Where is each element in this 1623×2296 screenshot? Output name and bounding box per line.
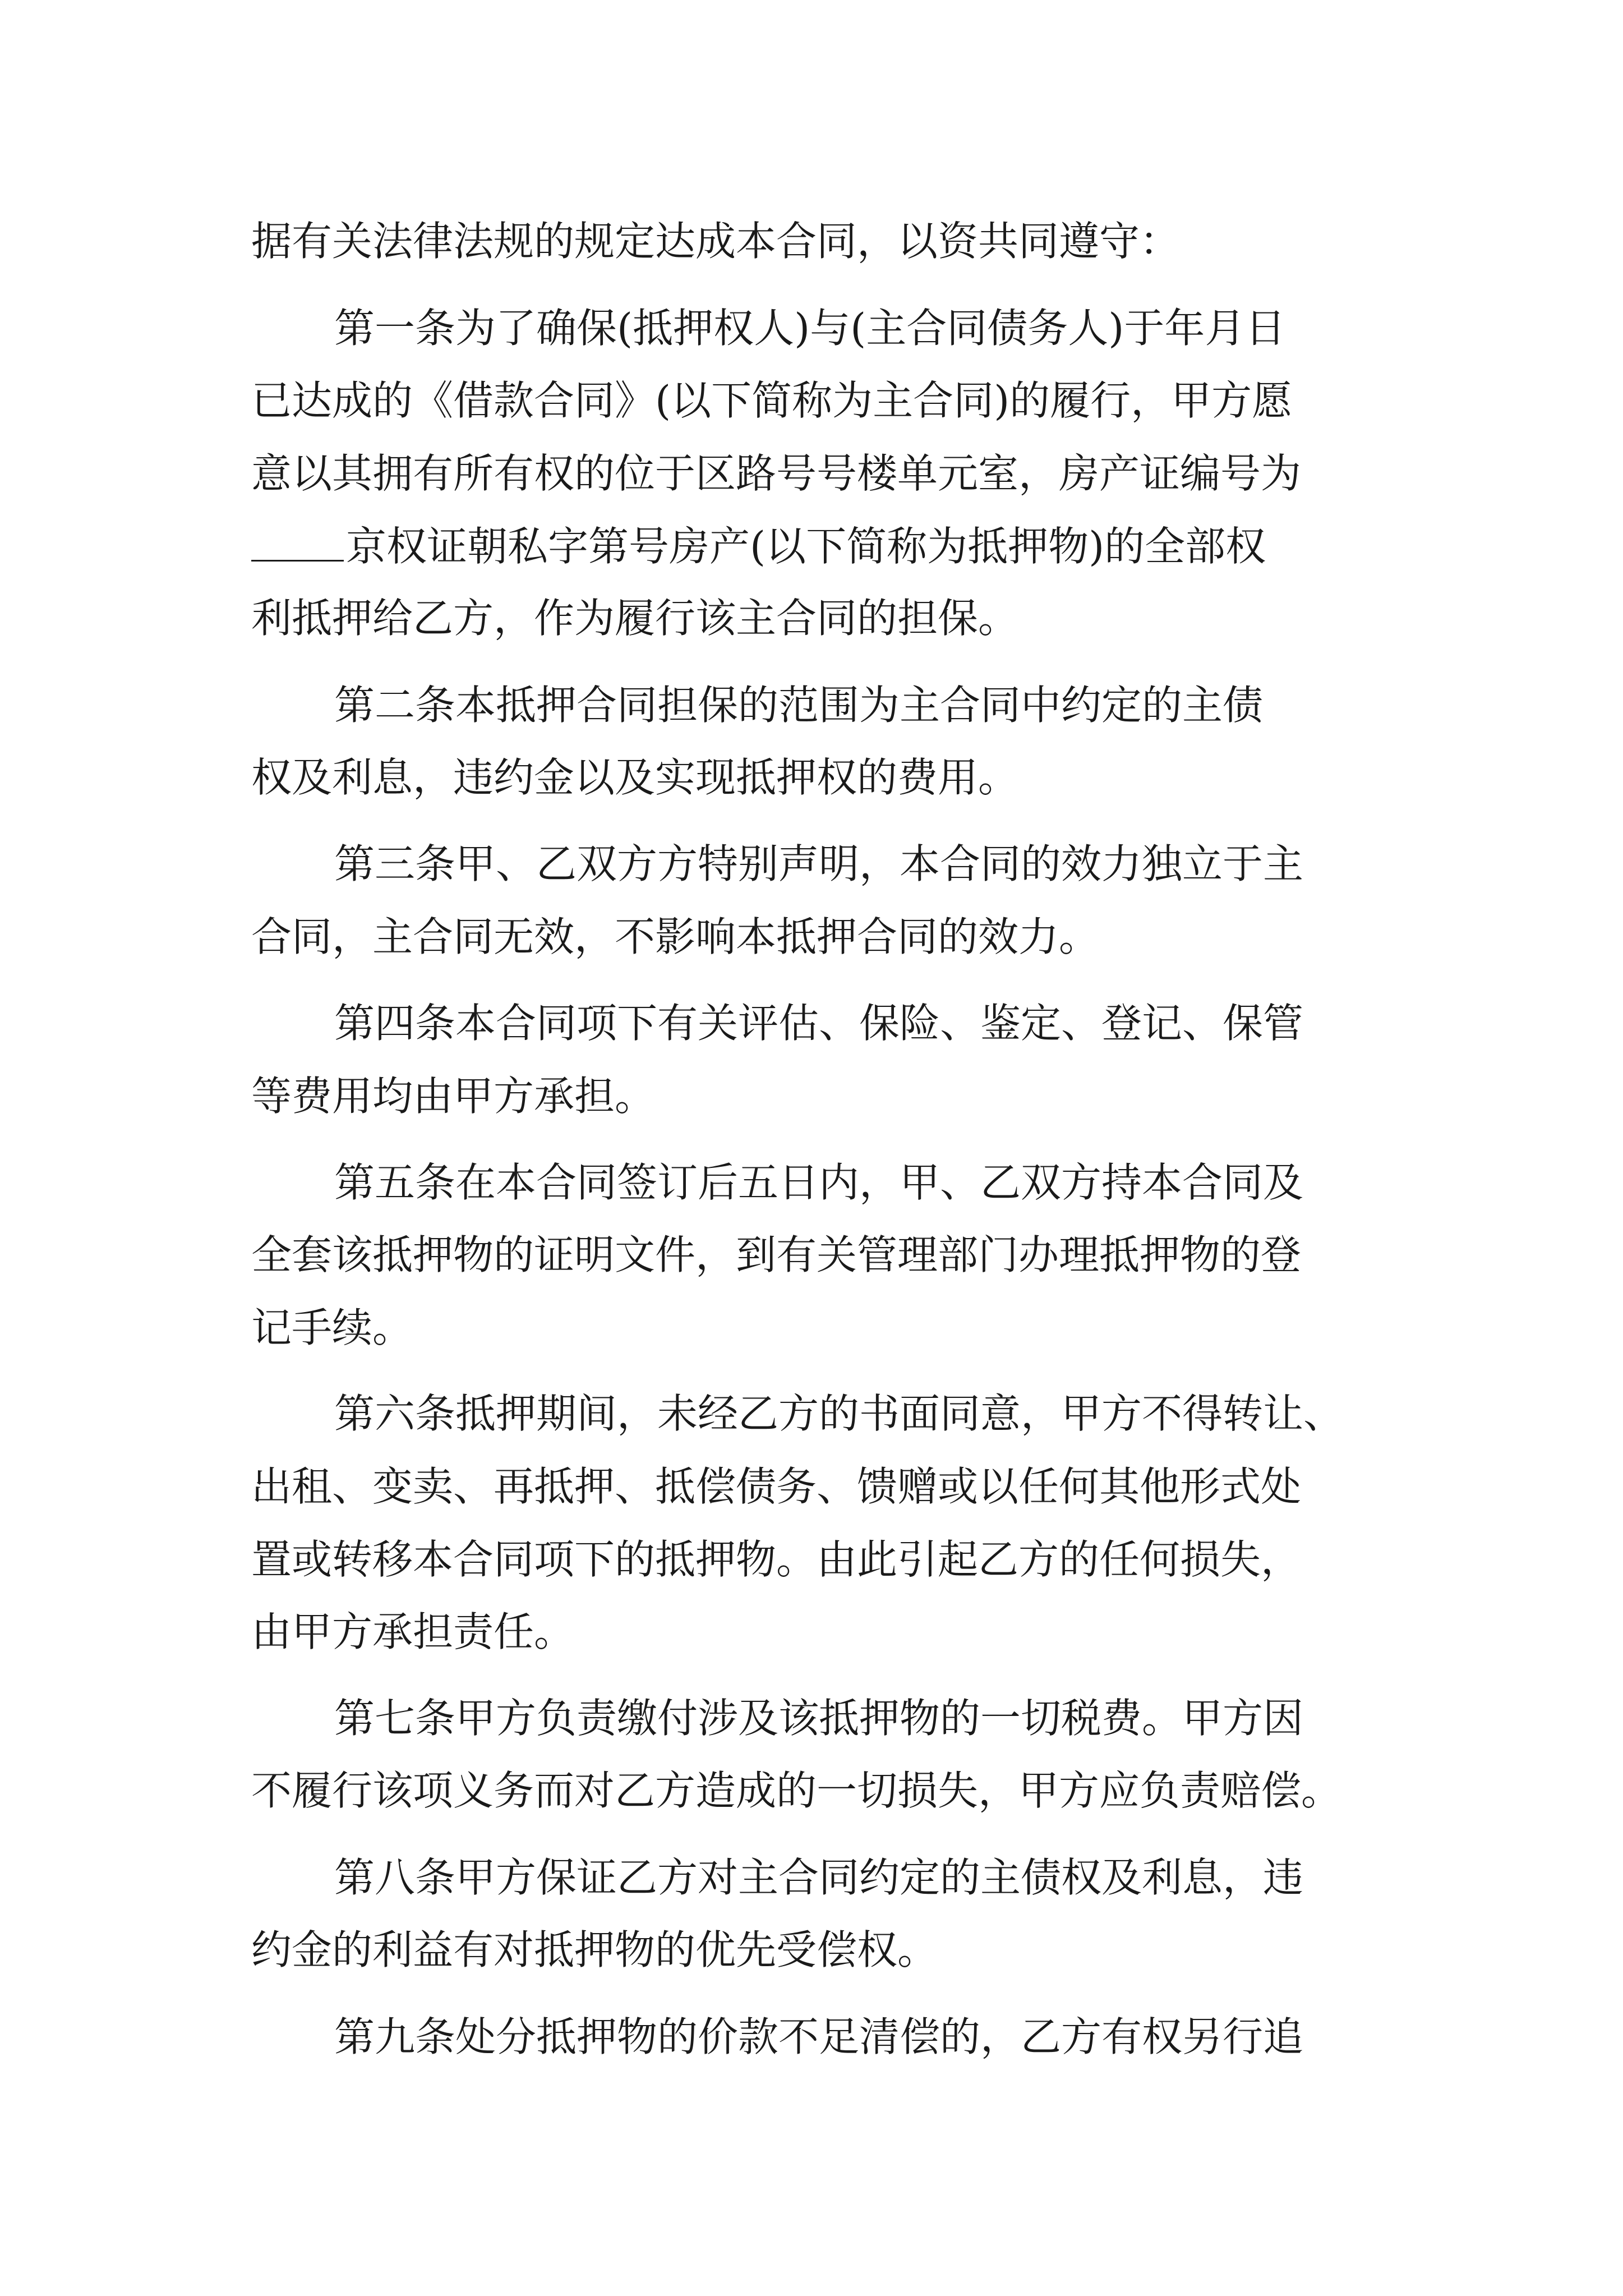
text-line: 京权证朝私字第号房产(以下简称为抵押物)的全部权 [251,518,1266,574]
text-line: 第二条本抵押合同担保的范围为主合同中约定的主债 [334,682,1264,729]
text-line: 等费用均由甲方承担。 [251,1073,656,1120]
text-line: 第七条甲方负责缴付涉及该抵押物的一切税费。甲方因 [334,1695,1304,1742]
text-line: 不履行该项义务而对乙方造成的一切损失，甲方应负责赔偿。 [251,1767,1342,1814]
text-line: 第五条在本合同签订后五日内，甲、乙双方持本合同及 [334,1159,1304,1206]
text-line: 第八条甲方保证乙方对主合同约定的主债权及利息，违 [334,1854,1304,1901]
text-line: 第六条抵押期间，未经乙方的书面同意，甲方不得转让、 [334,1390,1344,1437]
text-line: 意以其拥有所有权的位于区路号号楼单元室，房产证编号为 [251,450,1302,497]
text-line: 置或转移本合同项下的抵押物。由此引起乙方的任何损失， [251,1536,1302,1583]
text-line: 第三条甲、乙双方方特别声明，本合同的效力独立于主 [334,840,1304,887]
text-line: 约金的利益有对抵押物的优先受偿权。 [251,1926,938,1973]
text-line: 权及利息，违约金以及实现抵押权的费用。 [251,754,1019,801]
text-line: 第九条处分抵押物的价款不足清偿的，乙方有权另行追 [334,2013,1304,2060]
fill-in-blank [251,518,344,562]
text-line: 出租、变卖、再抵押、抵偿债务、馈赠或以任何其他形式处 [251,1463,1302,1510]
text-line: 由甲方承担责任。 [251,1608,575,1655]
text-line: 合同，主合同无效，不影响本抵押合同的效力。 [251,913,1100,960]
text-line: 记手续。 [251,1304,413,1351]
text-line: 第四条本合同项下有关评估、保险、鉴定、登记、保管 [334,1000,1304,1047]
text-line: 全套该抵押物的证明文件，到有关管理部门办理抵押物的登 [251,1231,1302,1278]
text-line: 第一条为了确保(抵押权人)与(主合同债务人)于年月日 [334,305,1286,352]
text-line: 据有关法律法规的规定达成本合同，以资共同遵守： [251,218,1181,265]
text-line: 利抵押给乙方，作为履行该主合同的担保。 [251,595,1019,642]
text-line: 已达成的《借款合同》(以下简称为主合同)的履行，甲方愿 [251,377,1293,424]
